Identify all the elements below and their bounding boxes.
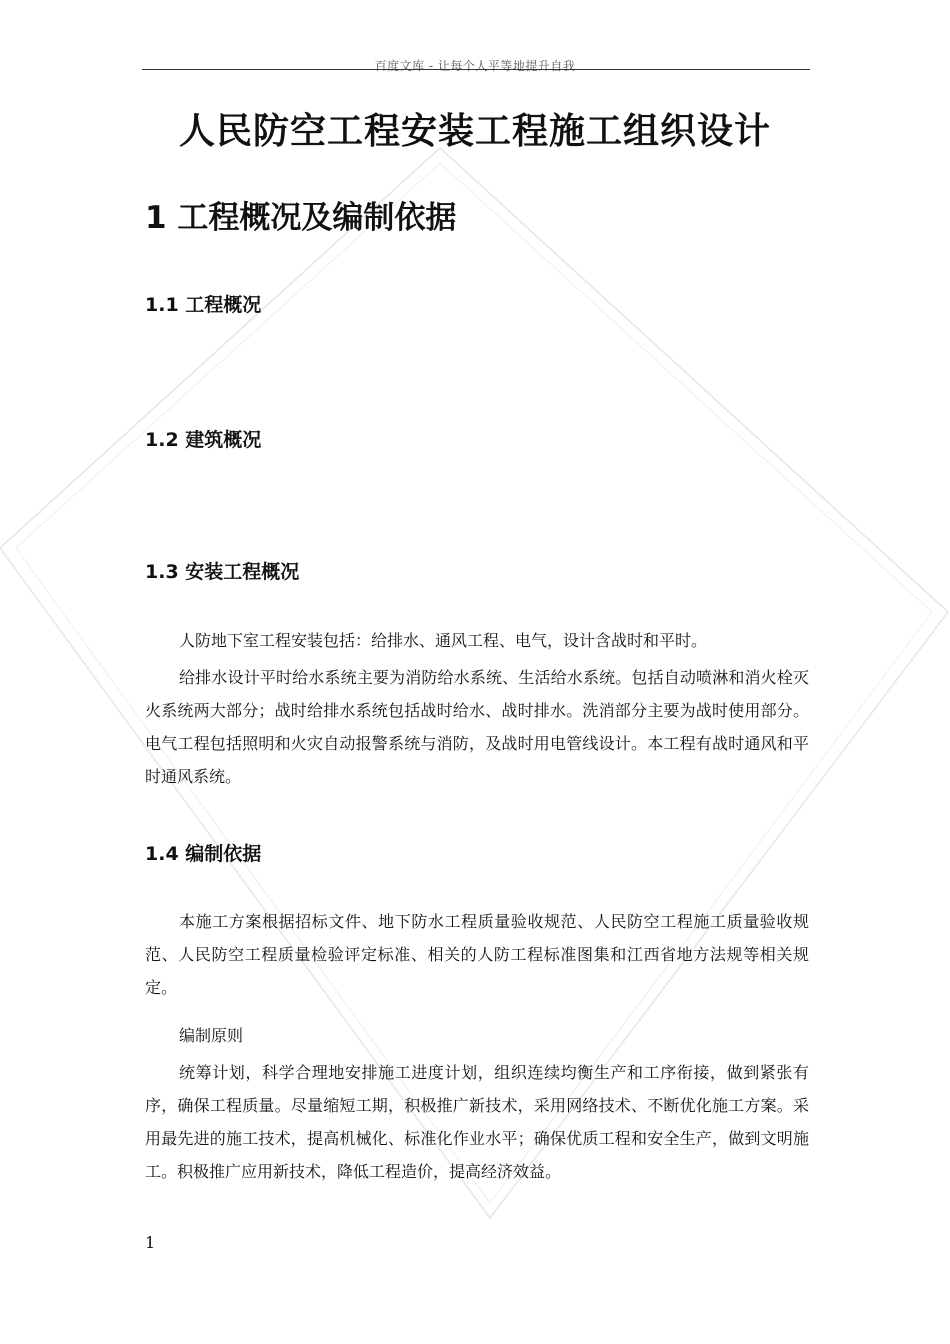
- header-rule: [142, 69, 810, 70]
- paragraph-principles: 统筹计划，科学合理地安排施工进度计划，组织连续均衡生产和工序衔接，做到紧张有序，确保工程质量。尽量缩短工期，积极推广新技术，采用网络技术、不断优化施工方案。采用最先进的施工技术，提高机械化、标准化作业水平；确保优质工程和安全生产，做到文明施工。积极推广应用新技术，降低工程造价，提高经济效益。: [145, 1063, 809, 1181]
- section-heading-1-4: 1.4 编制依据: [145, 843, 262, 865]
- section-heading-1-3: 1.3 安装工程概况: [145, 561, 300, 583]
- section-heading-1-1: 1.1 工程概况: [145, 294, 262, 316]
- document-title: 人民防空工程安装工程施工组织设计: [178, 111, 771, 152]
- page-number: 1: [145, 1233, 156, 1252]
- section-heading-1-2: 1.2 建筑概况: [145, 429, 262, 451]
- paragraph-installation-scope: 人防地下室工程安装包括：给排水、通风工程、电气，设计含战时和平时。: [179, 631, 708, 650]
- paragraph-system-description: 给排水设计平时给水系统主要为消防给水系统、生活给水系统。包括自动喷淋和消火栓灭火系统两大部分；战时给排水系统包括战时给水、战时排水。洗消部分主要为战时使用部分。电气工程包括照明和火灾自动报警系统与消防，及战时用电管线设计。本工程有战时通风和平时通风系统。: [145, 668, 809, 786]
- running-header: 百度文库 - 让每个人平等地提升自我: [374, 59, 576, 73]
- paragraph-principle-label: 编制原则: [179, 1026, 244, 1045]
- paragraph-basis: 本施工方案根据招标文件、地下防水工程质量验收规范、人民防空工程施工质量验收规范、人民防空工程质量检验评定标准、相关的人防工程标准图集和江西省地方法规等相关规定。: [145, 912, 809, 997]
- chapter-heading: 1 工程概况及编制依据: [145, 200, 457, 236]
